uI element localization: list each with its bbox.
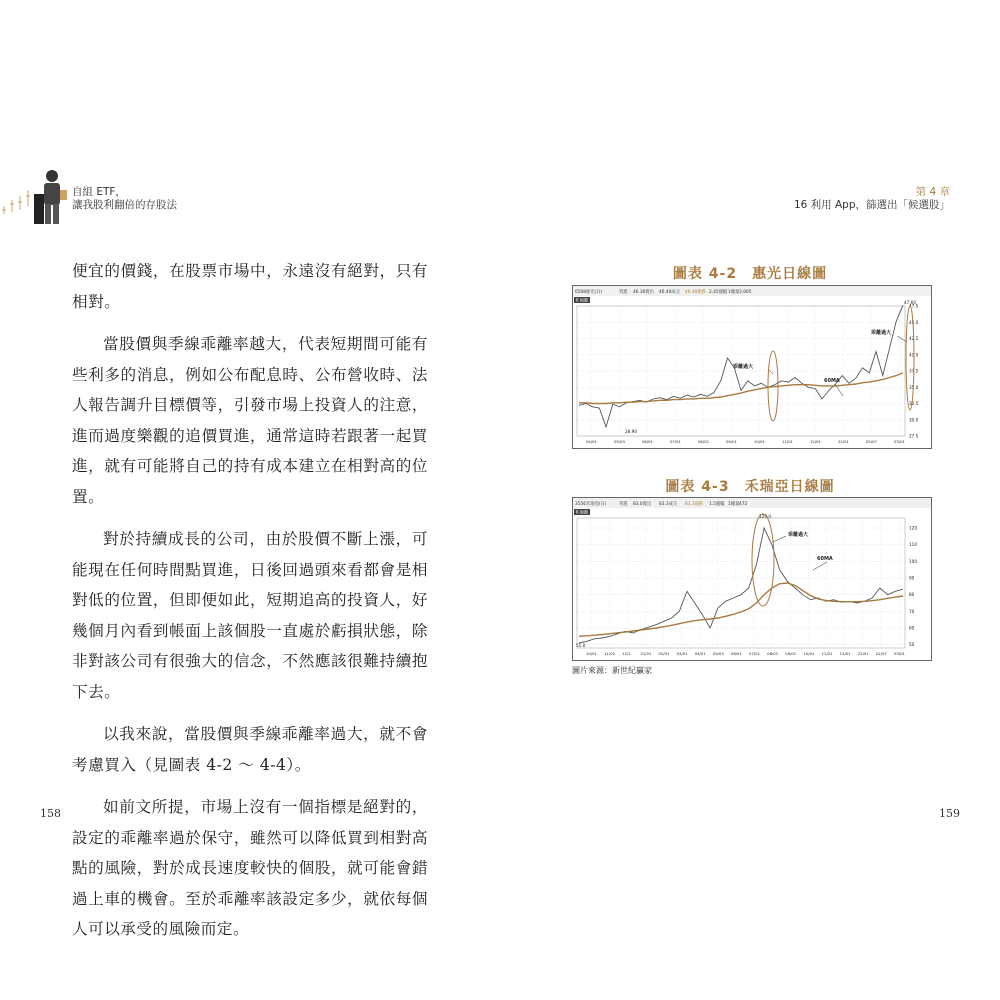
chart-4-3: [572, 497, 932, 661]
bias-highlight: [752, 514, 774, 606]
info-bar-item: 3556禾瑞亞(日): [575, 502, 607, 507]
y-tick-label: 110: [909, 542, 917, 548]
annotation-low: 51.0: [576, 643, 586, 648]
chart-4-2: [572, 285, 932, 449]
paragraph: 如前文所提，市場上沒有一個指標是絕對的，設定的乖離率過於保守，雖然可以降低買到相對高點的風險，對於成長速度較快的個股，就可能會錯過上車的機會。至於乖離率該設定多少，就依每個人可以承受的風險而定。: [72, 798, 428, 938]
y-tick-label: 60: [909, 625, 915, 631]
annotation-low: 28.90: [625, 429, 637, 434]
plot-frame: [577, 306, 905, 436]
y-tick-label: 70: [909, 608, 915, 614]
x-tick-label: 22/01: [838, 439, 849, 444]
x-tick-label: 02/01: [658, 651, 670, 656]
info-bar-item: 買進: [619, 290, 628, 295]
annotation-60ma: 60MA: [817, 556, 833, 562]
x-tick-label: 10/01: [803, 651, 815, 656]
tab-kline-label: K 線圖: [576, 509, 588, 515]
y-tick-label: 50: [909, 642, 915, 648]
header-ornament: [0, 160, 72, 230]
x-tick-label: 11/01: [782, 439, 793, 444]
annotation-arrow: [773, 536, 786, 542]
x-tick-label: 03/01: [676, 651, 688, 656]
x-tick-label: 04/01: [694, 651, 706, 656]
x-tick-label: 07/01: [670, 439, 681, 444]
info-bar-item: 83.3成交: [659, 502, 678, 507]
info-bar-item: 46.40漲跌: [685, 290, 706, 295]
x-tick-label: 05/03: [614, 439, 625, 444]
y-tick-label: 100: [909, 558, 917, 564]
x-tick-label: 08/02: [767, 651, 779, 656]
x-tick-label: 06/01: [642, 439, 653, 444]
paragraph: 便宜的價錢，在股票市場中，永遠沒有絕對，只有相對。: [72, 262, 428, 311]
x-tick-label: 12/1: [622, 651, 631, 656]
x-tick-label: 21/01: [640, 651, 652, 656]
info-bar-item: 3,905: [739, 290, 752, 295]
paragraph: 當股價與季線乖離率越大，代表短期間可能有些利多的消息，例如公布配息時、公布營收時、法人報告調升目標價等，引發市場上投資人的注意，進而過度樂觀的追價買進，通常這時若跟著一起買進，就有可能將自己的持有成本建立在相對高的位置。: [72, 335, 428, 506]
x-tick-label: 07/01: [749, 651, 761, 656]
info-bar-item: 1總量: [728, 290, 740, 295]
left-page-body: [72, 256, 428, 957]
person-illustration-icon: [34, 170, 67, 224]
paragraph: 對於持續成長的公司，由於股價不斷上漲，可能現在任何時間點買進，日後回過頭來看都會是相對低的位置，但即便如此，短期追高的投資人，好幾個月內看到帳面上該個股一直處於虧損狀態，除非對該公司有很強大的信念，不然應該很難持續抱下去。: [72, 530, 428, 701]
annotation-arrow: [769, 370, 773, 374]
x-tick-label: 12/01: [839, 651, 851, 656]
annotation-arrow: [813, 562, 827, 570]
annotation-high: 120.0: [759, 514, 771, 519]
info-bar-item: 買進: [619, 502, 628, 507]
price-line: [579, 528, 903, 643]
y-tick-label: 90: [909, 575, 915, 581]
book-title-line1: 自組 ETF，: [72, 186, 126, 198]
x-tick-label: 22/01: [857, 651, 869, 656]
paragraph: 以我來說，當股價與季線乖離率過大，就不會考慮買入（見圖表 4-2 ～ 4-4）。: [72, 725, 428, 774]
info-bar-item: 83.3漲跌: [685, 502, 704, 507]
y-tick-label: 45.0: [909, 319, 919, 325]
annotation-bias: 乖離過大: [788, 532, 809, 538]
info-bar-item: 1總量: [728, 502, 740, 507]
annotation-high: 47.60: [904, 300, 916, 305]
info-bar-item: 83.0賣出: [633, 502, 652, 507]
x-tick-label: 09/01: [785, 651, 797, 656]
running-header-left: [72, 186, 177, 212]
info-bar-item: 46.30賣出: [633, 290, 654, 295]
x-tick-label: 06/01: [730, 651, 742, 656]
section-title: 16 利用 App，篩選出「候選股」: [793, 199, 950, 211]
info-bar-item: 472: [739, 502, 748, 507]
annotation-60ma: 60MA: [824, 378, 840, 384]
x-tick-label: 04/01: [586, 439, 597, 444]
info-bar-item: 2.45漲幅: [709, 290, 728, 295]
x-tick-label: 12/01: [810, 439, 821, 444]
y-tick-label: 30.0: [909, 417, 919, 423]
x-tick-label: 05/03: [712, 651, 724, 656]
annotation-bias-2: 乖離過大: [871, 330, 892, 336]
page-number-left: 158: [40, 807, 61, 820]
x-tick-label: 09/01: [726, 439, 737, 444]
image-source-note: 圖片來源：新世紀贏家: [572, 666, 652, 675]
x-tick-label: 03/01: [894, 651, 905, 656]
x-tick-label: 11/02: [604, 651, 616, 656]
x-tick-label: 02/07: [875, 651, 887, 656]
info-bar-item: 46.40成交: [659, 290, 680, 295]
y-tick-label: 47.5: [909, 303, 919, 309]
y-tick-label: 32.5: [909, 401, 919, 406]
y-tick-label: 80: [909, 592, 915, 598]
x-tick-label: 03/01: [894, 439, 905, 444]
y-tick-label: 37.5: [909, 368, 919, 374]
running-header-right: [794, 186, 950, 212]
x-tick-label: 11/01: [821, 651, 833, 656]
plot-frame: [577, 518, 905, 648]
y-tick-label: 120: [909, 525, 917, 531]
x-tick-label: 08/02: [698, 439, 709, 444]
candlestick-ornament-icon: [2, 190, 30, 214]
y-tick-label: 35.0: [909, 384, 919, 390]
tab-kline-label: K 線圖: [576, 297, 588, 303]
x-tick-label: 10/01: [754, 439, 765, 444]
info-bar-item: 6508惠光(日): [575, 290, 603, 295]
y-tick-label: 40.0: [909, 352, 919, 358]
page-number-right: 159: [939, 807, 960, 820]
annotation-bias-1: 乖離過大: [733, 364, 754, 370]
y-tick-label: 27.5: [909, 433, 919, 439]
ma60-line: [579, 373, 903, 404]
figure-title-4-2: 圖表 4-2 惠光日線圖: [672, 266, 828, 282]
info-bar-item: 1.5漲幅: [709, 502, 725, 507]
figure-title-4-3: 圖表 4-3 禾瑞亞日線圖: [665, 479, 835, 495]
ma60-line: [579, 583, 903, 636]
book-title-line2: 讓我股利翻倍的存股法: [72, 199, 177, 211]
chapter-label: 第 4 章: [915, 186, 950, 198]
chart-4-3-svg: [573, 498, 931, 660]
x-tick-label: 10/01: [586, 651, 597, 656]
chart-4-2-svg: [573, 286, 931, 448]
annotation-arrow: [897, 336, 907, 342]
y-tick-label: 42.5: [909, 336, 919, 341]
x-tick-label: 02/07: [866, 439, 877, 444]
